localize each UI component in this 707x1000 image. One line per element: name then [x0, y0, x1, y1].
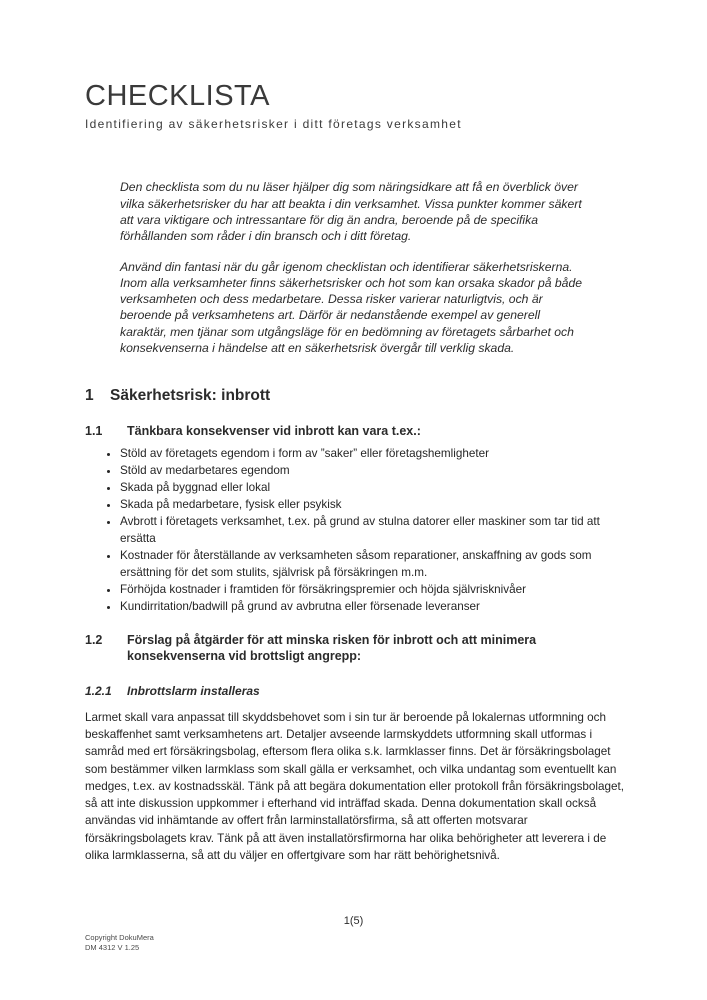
copyright-line-1: Copyright DokuMera: [85, 933, 154, 942]
intro-paragraph-2: Använd din fantasi när du går igenom checklistan och identifierar säkerhetsriskerna. Inom alla verksamheter finns säkerhetsrisker och hot som kan orsaka skador på både verksamheten och dess medarbetare. Dessa risker varierar naturligtvis, och är beroende på verksamhetens art. Därför är nedanstående exempel av generell karaktär, men tjänar som utgångsläge för en bedömning av företagets sårbarhet och konsekvenserna i händelse att en säkerhetsrisk övergår till verklig skada.: [120, 259, 582, 356]
section-1-2-1-number: 1.2.1: [85, 683, 112, 698]
bullet-item: • Skada på medarbetare, fysisk eller psykisk: [120, 496, 630, 513]
bullet-item: • Förhöjda kostnader i framtiden för försäkringspremier och höjda självrisknivåer: [120, 581, 630, 598]
page-number: 1(5): [343, 915, 364, 927]
section-1-1-title: Tänkbara konsekvenser vid inbrott kan vara t.ex.:: [127, 423, 421, 438]
bullet-item: • Kundirritation/badwill på grund av avbrutna eller försenade leveranser: [120, 598, 630, 615]
bullet-item: • Skada på byggnad eller lokal: [120, 479, 630, 496]
section-1-number: 1: [85, 387, 94, 405]
section-1-2-number: 1.2: [85, 632, 103, 647]
section-1-2-1-title: Inbrottslarm installeras: [127, 683, 260, 698]
section-1-1-heading: [85, 423, 630, 439]
copyright-block: [85, 933, 154, 953]
section-1-1-number: 1.1: [85, 423, 103, 438]
section-1-2-1-body: Larmet skall vara anpassat till skyddsbehovet som i sin tur är beroende på lokalernas utformning och beskaffenhet samt verksamhetens art. Detaljer avseende larmskyddets utformning skall utformas i samråd med ert försäkringsbolag, eftersom flera olika s.k. larmklasser finns. Det är försäkringsbolaget som bestämmer vilken larmklass som skall gälla er verksamhet, och vilka undantag som eventuellt kan medges, t.ex. av kostnadsskäl. Tänk på att begära dokumentation eller protokoll från försäkringsbolaget, så att inte diskussion uppkommer i efterhand vid inträffad skada. Denna dokumentation skall också användas vid inhämtande av offert från larminstallatörsfirma, så att offerten motsvarar försäkringsbolagets krav. Tänk på att även installatörsfirmorna har olika behörigheter att leverera i de olika larmklasserna, så att du väljer en offertgivare som har rätt behörighetsnivå.: [85, 710, 625, 863]
section-1-title: Säkerhetsrisk: inbrott: [110, 387, 271, 405]
section-1-2-1-heading: [85, 684, 630, 699]
bullet-item: • Stöld av medarbetares egendom: [120, 462, 630, 479]
section-1-heading: [85, 386, 630, 405]
bullet-item: • Kostnader för återställande av verksamheten såsom reparationer, anskaffning av gods som ersättning för det som stulits, självrisk på försäkringen m.m.: [120, 547, 630, 581]
copyright-line-2: DM 4312 V 1.25: [85, 943, 140, 952]
section-1-2-heading: [85, 632, 630, 664]
bullet-item: • Avbrott i företagets verksamhet, t.ex. på grund av stulna datorer eller maskiner som tar tid att ersätta: [120, 513, 630, 547]
intro-paragraph-1: Den checklista som du nu läser hjälper dig som näringsidkare att få en överblick över vilka säkerhetsrisker du har att beakta i din verksamhet. Vissa punkter kommer säkert att vara viktigare och intressantare för dig än andra, beroende på de specifika förhållanden som råder i din bransch och i ditt företag.: [120, 180, 582, 244]
section-1-2-title: Förslag på åtgärder för att minska risken för inbrott och att minimera konsekvenserna vid brottsligt angrepp:: [127, 632, 537, 663]
bullet-item: • Stöld av företagets egendom i form av ”saker” eller företagshemligheter: [120, 445, 630, 462]
consequence-bullet-list: [85, 445, 630, 615]
intro-block: [120, 179, 588, 356]
document-title: CHECKLISTA: [85, 80, 270, 112]
document-subtitle: Identifiering av säkerhetsrisker i ditt företags verksamhet: [85, 117, 462, 132]
